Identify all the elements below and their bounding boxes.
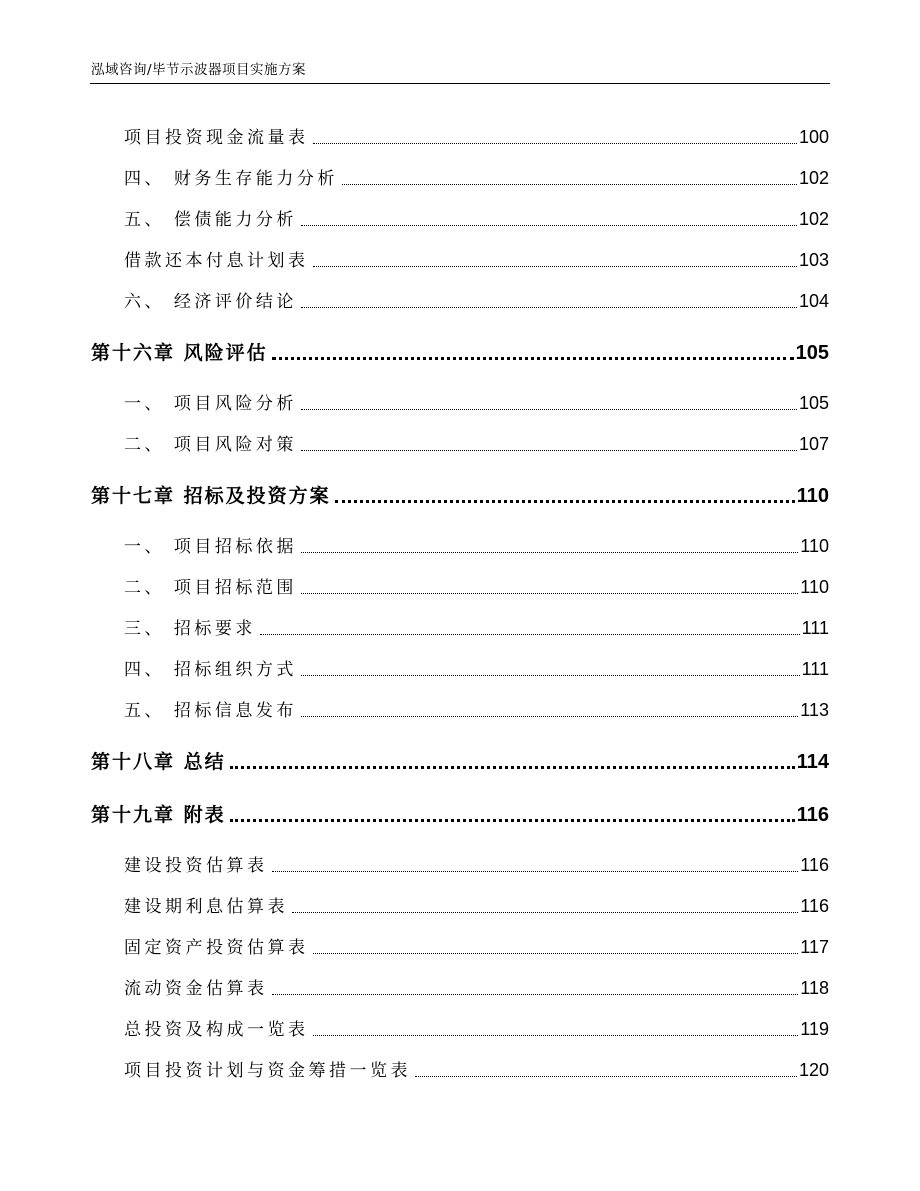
toc-section-entry[interactable] [124, 893, 829, 917]
toc-entry-title: 建设期利息估算表 [124, 897, 288, 917]
toc-entry-title: 一、 项目招标依据 [124, 537, 297, 557]
dot-leader [272, 871, 799, 872]
toc-entry-title: 第十六章 风险评估 [91, 342, 268, 364]
dot-leader [230, 819, 795, 822]
dot-leader [301, 675, 800, 676]
toc-page-number: 114 [796, 751, 829, 773]
dot-leader [301, 307, 797, 308]
dot-leader [335, 500, 795, 503]
toc-section-entry[interactable] [124, 656, 829, 680]
toc-page-number: 100 [798, 127, 829, 147]
toc-page-number: 105 [795, 342, 829, 364]
toc-chapter-entry[interactable] [91, 799, 829, 827]
toc-entry-title: 总投资及构成一览表 [124, 1020, 309, 1040]
dot-leader [313, 143, 797, 144]
toc-page-number: 119 [800, 1019, 829, 1039]
running-header: 泓域咨询/毕节示波器项目实施方案 [91, 62, 307, 78]
toc-section-entry[interactable] [124, 697, 829, 721]
toc-page-number: 103 [798, 250, 829, 270]
dot-leader [292, 912, 798, 913]
toc-entry-title: 五、 偿债能力分析 [124, 210, 297, 230]
dot-leader [301, 450, 797, 451]
dot-leader [313, 266, 797, 267]
toc-page-number: 118 [800, 978, 829, 998]
toc-chapter-entry[interactable] [91, 480, 829, 508]
toc-page-number: 105 [798, 393, 829, 413]
toc-section-entry[interactable] [124, 431, 829, 455]
dot-leader [301, 593, 798, 594]
toc-page-number: 111 [801, 618, 829, 638]
dot-leader [301, 225, 797, 226]
toc-section-entry[interactable] [124, 247, 829, 271]
toc-entry-title: 六、 经济评价结论 [124, 292, 297, 312]
toc-section-entry[interactable] [124, 934, 829, 958]
toc-chapter-entry[interactable] [91, 337, 829, 365]
toc-entry-title: 流动资金估算表 [124, 979, 268, 999]
toc-section-entry[interactable] [124, 1057, 829, 1081]
toc-entry-title: 建设投资估算表 [124, 856, 268, 876]
toc-entry-title: 借款还本付息计划表 [124, 251, 309, 271]
toc-page-number: 107 [798, 434, 829, 454]
dot-leader [301, 552, 798, 553]
toc-entry-title: 项目投资现金流量表 [124, 128, 309, 148]
toc-page-number: 116 [800, 896, 829, 916]
toc-page-number: 117 [800, 937, 829, 957]
toc-section-entry[interactable] [124, 1016, 829, 1040]
toc-chapter-entry[interactable] [91, 746, 829, 774]
toc-page-number: 116 [796, 804, 829, 826]
toc-page-number: 113 [800, 700, 829, 720]
toc-page-number: 110 [796, 485, 829, 507]
toc-page-number: 102 [798, 168, 829, 188]
toc-section-entry[interactable] [124, 574, 829, 598]
toc-section-entry[interactable] [124, 615, 829, 639]
toc-entry-title: 项目投资计划与资金筹措一览表 [124, 1061, 411, 1081]
toc-entry-title: 四、 财务生存能力分析 [124, 169, 338, 189]
toc-page-number: 111 [801, 659, 829, 679]
toc-section-entry[interactable] [124, 124, 829, 148]
dot-leader [301, 409, 797, 410]
toc-entry-title: 三、 招标要求 [124, 619, 256, 639]
toc-page-number: 102 [798, 209, 829, 229]
dot-leader [272, 994, 799, 995]
toc-section-entry[interactable] [124, 852, 829, 876]
toc-page-number: 120 [798, 1060, 829, 1080]
toc-section-entry[interactable] [124, 206, 829, 230]
dot-leader [301, 716, 798, 717]
dot-leader [230, 766, 795, 769]
toc-entry-title: 五、 招标信息发布 [124, 701, 297, 721]
toc-entry-title: 第十七章 招标及投资方案 [91, 485, 331, 507]
toc-page-number: 110 [800, 577, 829, 597]
toc-entry-title: 一、 项目风险分析 [124, 394, 297, 414]
toc-section-entry[interactable] [124, 533, 829, 557]
dot-leader [313, 1035, 799, 1036]
toc-page-number: 116 [800, 855, 829, 875]
toc-section-entry[interactable] [124, 288, 829, 312]
dot-leader [313, 953, 799, 954]
toc-page-number: 110 [800, 536, 829, 556]
toc-entry-title: 第十八章 总结 [91, 751, 226, 773]
dot-leader [272, 357, 794, 360]
toc-entry-title: 第十九章 附表 [91, 804, 226, 826]
toc-section-entry[interactable] [124, 165, 829, 189]
dot-leader [260, 634, 800, 635]
toc-section-entry[interactable] [124, 390, 829, 414]
toc-entry-title: 二、 项目招标范围 [124, 578, 297, 598]
toc-entry-title: 二、 项目风险对策 [124, 435, 297, 455]
toc-entry-title: 四、 招标组织方式 [124, 660, 297, 680]
toc-entry-title: 固定资产投资估算表 [124, 938, 309, 958]
toc-page-number: 104 [798, 291, 829, 311]
toc-section-entry[interactable] [124, 975, 829, 999]
dot-leader [342, 184, 797, 185]
dot-leader [415, 1076, 797, 1077]
